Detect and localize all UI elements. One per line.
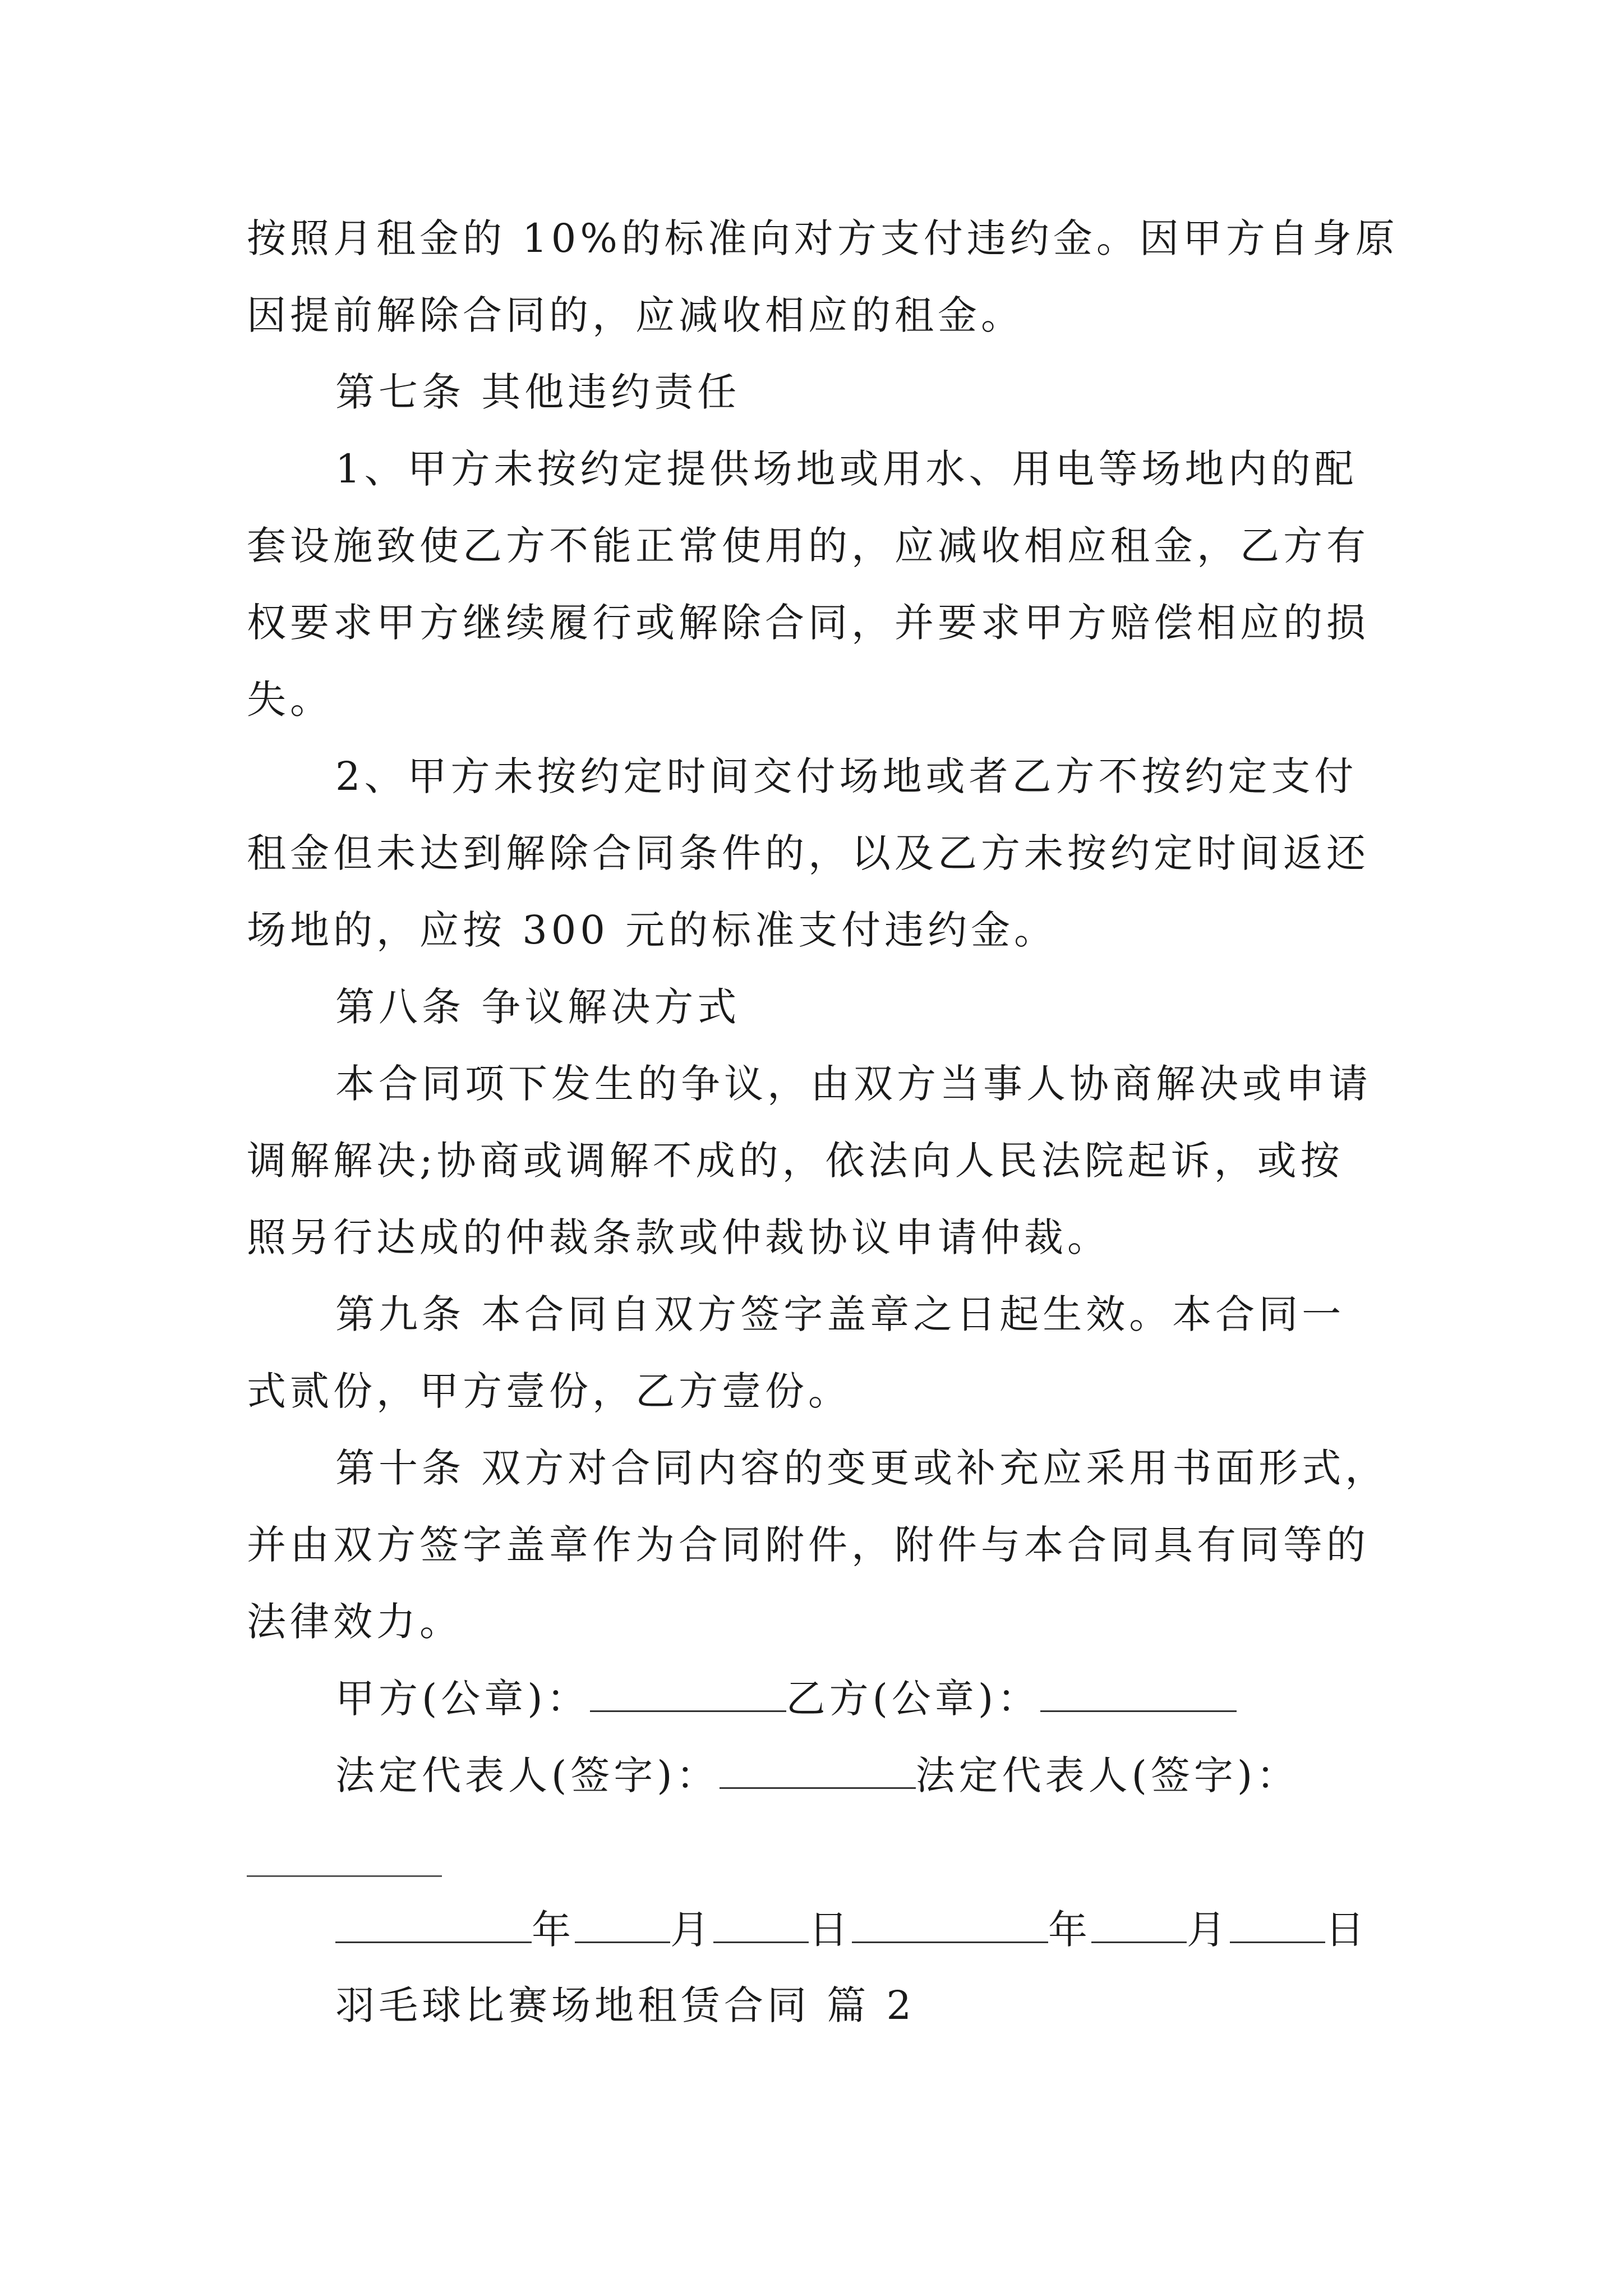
date-a-day-label: 日 (809, 1907, 852, 1953)
text-line-6: 权要求甲方继续履行或解除合同，并要求甲方赔偿相应的损 (247, 600, 1370, 646)
party-b-seal-label: 乙方(公章)： (786, 1676, 1041, 1722)
date-b-day-label: 日 (1325, 1907, 1368, 1953)
text-line-2: 因提前解除合同的，应减收相应的租金。 (247, 292, 1024, 338)
rep-b-label: 法定代表人(签字)： (915, 1752, 1300, 1798)
text-line-16: 式贰份，甲方壹份，乙方壹份。 (247, 1368, 851, 1414)
rep-b-blank (247, 1875, 442, 1877)
date-a-year-blank (335, 1908, 532, 1943)
signature-seal-line (335, 1673, 1237, 1724)
party-b-seal-blank (1040, 1677, 1237, 1712)
party-a-seal-blank (590, 1677, 786, 1712)
section-heading-8: 第八条 争议解决方式 (335, 984, 741, 1030)
text-line-12: 本合同项下发生的争议，由双方当事人协商解决或申请 (335, 1061, 1372, 1107)
date-b-year-blank (852, 1908, 1048, 1943)
text-line-4: 1、甲方未按约定提供场地或用水、用电等场地内的配 (335, 446, 1358, 492)
date-a-month-label: 月 (670, 1907, 713, 1953)
text-line-7: 失。 (247, 677, 333, 723)
date-b-year-label: 年 (1048, 1907, 1091, 1953)
date-b-day-blank (1230, 1908, 1325, 1943)
rep-a-label: 法定代表人(签字)： (335, 1752, 720, 1798)
text-line-5: 套设施致使乙方不能正常使用的，应减收相应租金，乙方有 (247, 523, 1370, 569)
text-line-13: 调解解决;协商或调解不成的，依法向人民法院起诉，或按 (247, 1138, 1344, 1184)
text-line-10: 场地的，应按 300 元的标准支付违约金。 (247, 907, 1058, 953)
rep-a-blank (720, 1754, 916, 1789)
section-heading-7: 第七条 其他违约责任 (335, 369, 741, 415)
date-a-year-label: 年 (532, 1907, 575, 1953)
text-line-17: 第十条 双方对合同内容的变更或补充应采用书面形式， (335, 1445, 1389, 1491)
text-line-19: 法律效力。 (247, 1599, 463, 1645)
date-b-month-label: 月 (1187, 1907, 1230, 1953)
date-a-day-blank (713, 1908, 809, 1943)
text-line-18: 并由双方签字盖章作为合同附件，附件与本合同具有同等的 (247, 1522, 1370, 1568)
next-section-title: 羽毛球比赛场地租赁合同 篇 2 (335, 1982, 916, 2028)
party-a-seal-label: 甲方(公章)： (335, 1676, 590, 1722)
text-line-9: 租金但未达到解除合同条件的，以及乙方未按约定时间返还 (247, 830, 1370, 876)
signature-date-line (335, 1904, 1368, 1955)
date-a-month-blank (575, 1908, 670, 1943)
text-line-15: 第九条 本合同自双方签字盖章之日起生效。本合同一 (335, 1291, 1345, 1337)
signature-rep-line (335, 1750, 1299, 1801)
text-line-14: 照另行达成的仲裁条款或仲裁协议申请仲裁。 (247, 1214, 1110, 1260)
date-b-month-blank (1091, 1908, 1187, 1943)
text-line-1: 按照月租金的 10%的标准向对方支付违约金。因甲方自身原 (247, 215, 1399, 261)
text-line-8: 2、甲方未按约定时间交付场地或者乙方不按约定支付 (335, 753, 1358, 799)
